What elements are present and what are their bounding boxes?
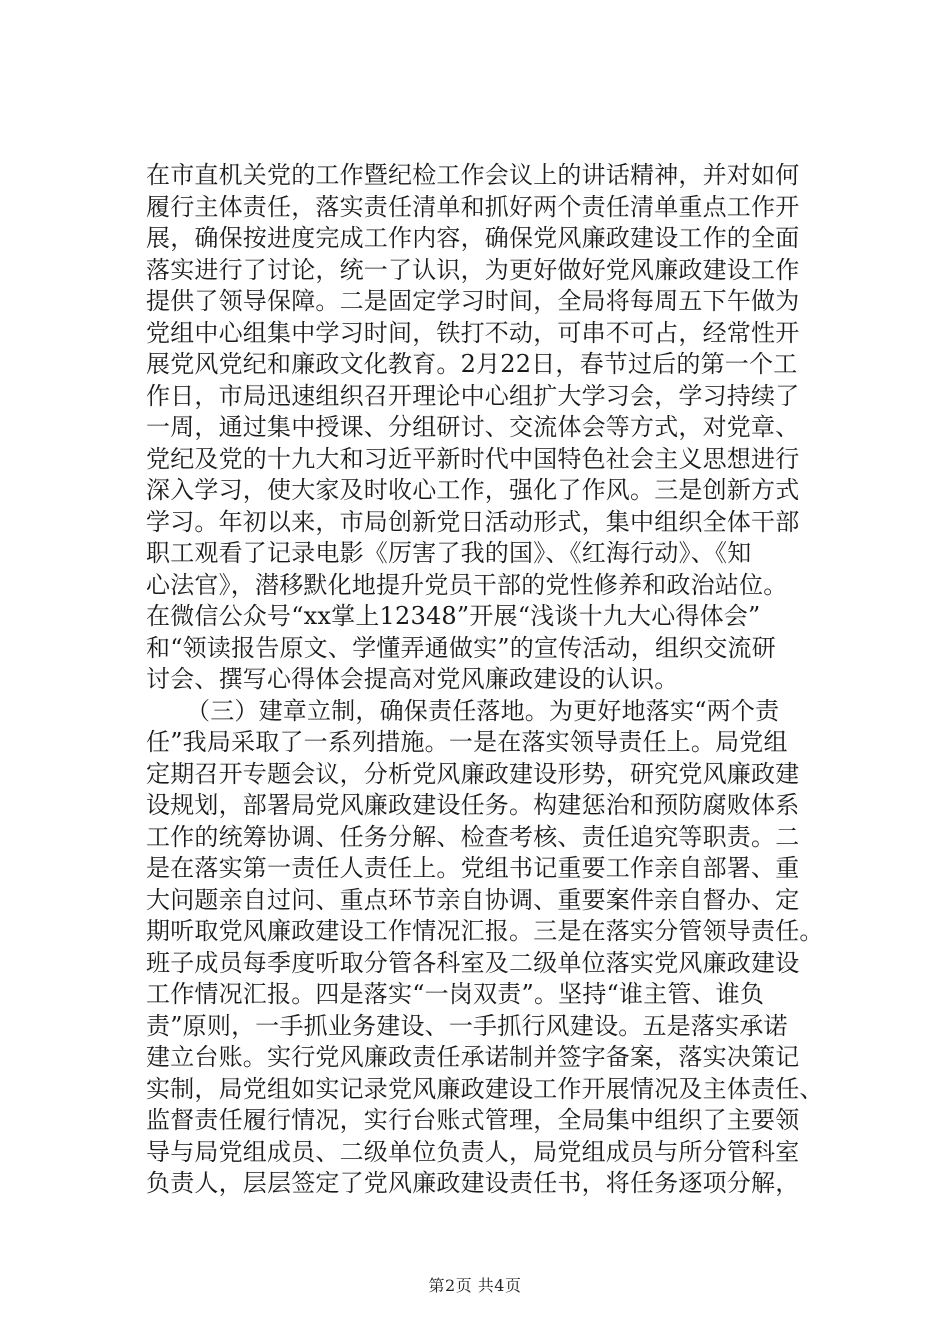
text-line: 作日，市局迅速组织召开理论中心组扩大学习会，学习持续了 [146,381,800,410]
text-line: 责”原则，一手抓业务建设、一手抓行风建设。五是落实承诺 [146,1011,788,1040]
page-number-footer: 第2页 共4页 [428,1276,522,1295]
text-line: 建立台账。实行党风廉政责任承诺制并签字备案，落实决策记 [146,1043,800,1071]
text-line: 履行主体责任，落实责任清单和抓好两个责任清单重点工作开 [146,192,800,221]
text-line: 党组中心组集中学习时间，铁打不动，可串不可占，经常性开 [146,318,800,347]
text-line: 导与局党组成员、二级单位负责人，局党组成员与所分管科室 [146,1137,800,1166]
text-line: 一周，通过集中授课、分组研讨、交流体会等方式，对党章、 [146,413,800,441]
text-line: 在市直机关党的工作暨纪检工作会议上的讲话精神，并对如何 [146,161,800,189]
text-line: 工作情况汇报。四是落实“一岗双责”。坚持“谁主管、谁负 [146,980,765,1008]
text-line: 定期召开专题会议，分析党风廉政建设形势，研究党风廉政建 [146,759,800,788]
text-line: 展党风党纪和廉政文化教育。2月22日，春节过后的第一个工 [146,350,798,378]
text-line: 监督责任履行情况，实行台账式管理，全局集中组织了主要领 [146,1106,800,1134]
text-line: 心法官》，潜移默化地提升党员干部的党性修养和政治站位。 [146,570,788,599]
text-line: 负责人，层层签定了党风廉政建设责任书，将任务逐项分解， [146,1169,800,1197]
text-line: 提供了领导保障。二是固定学习时间，全局将每周五下午做为 [146,287,800,315]
text-line: 工作的统筹协调、任务分解、检查考核、责任追究等职责。二 [146,822,800,851]
text-line: 展，确保按进度完成工作内容，确保党风廉政建设工作的全面 [146,224,800,252]
document-body [146,160,826,1200]
text-line: 学习。年初以来，市局创新党日活动形式，集中组织全体干部 [146,507,800,536]
text-line: 班子成员每季度听取分管各科室及二级单位落实党风廉政建设 [146,948,800,977]
text-line: 讨会、撰写心得体会提高对党风廉政建设的认识。 [146,665,679,693]
section-heading-line: （三）建章立制，确保责任落地。为更好地落实“两个责 [186,696,780,725]
text-line: 在微信公众号“xx掌上12348”开展“浅谈十九大心得体会” [146,602,761,630]
text-line: 深入学习，使大家及时收心工作，强化了作风。三是创新方式 [146,476,800,504]
text-line: 职工观看了记录电影《厉害了我的国》、《红海行动》、《知 [146,539,752,567]
text-line: 是在落实第一责任人责任上。党组书记重要工作亲自部署、重 [146,854,800,882]
text-line: 落实进行了讨论，统一了认识，为更好做好党风廉政建设工作 [146,255,800,284]
text-line: 期听取党风廉政建设工作情况汇报。三是在落实分管领导责任。 [146,917,824,945]
text-line: 和“领读报告原文、学懂弄通做实”的宣传活动，组织交流研 [146,633,776,662]
text-line: 大问题亲自过问、重点环节亲自协调、重要案件亲自督办、定 [146,885,800,914]
text-line: 任”我局采取了一系列措施。一是在落实领导责任上。局党组 [146,728,788,756]
text-line: 设规划，部署局党风廉政建设任务。构建惩治和预防腐败体系 [146,791,800,819]
text-line: 实制，局党组如实记录党风廉政建设工作开展情况及主体责任、 [146,1074,824,1103]
text-line: 党纪及党的十九大和习近平新时代中国特色社会主义思想进行 [146,444,800,473]
